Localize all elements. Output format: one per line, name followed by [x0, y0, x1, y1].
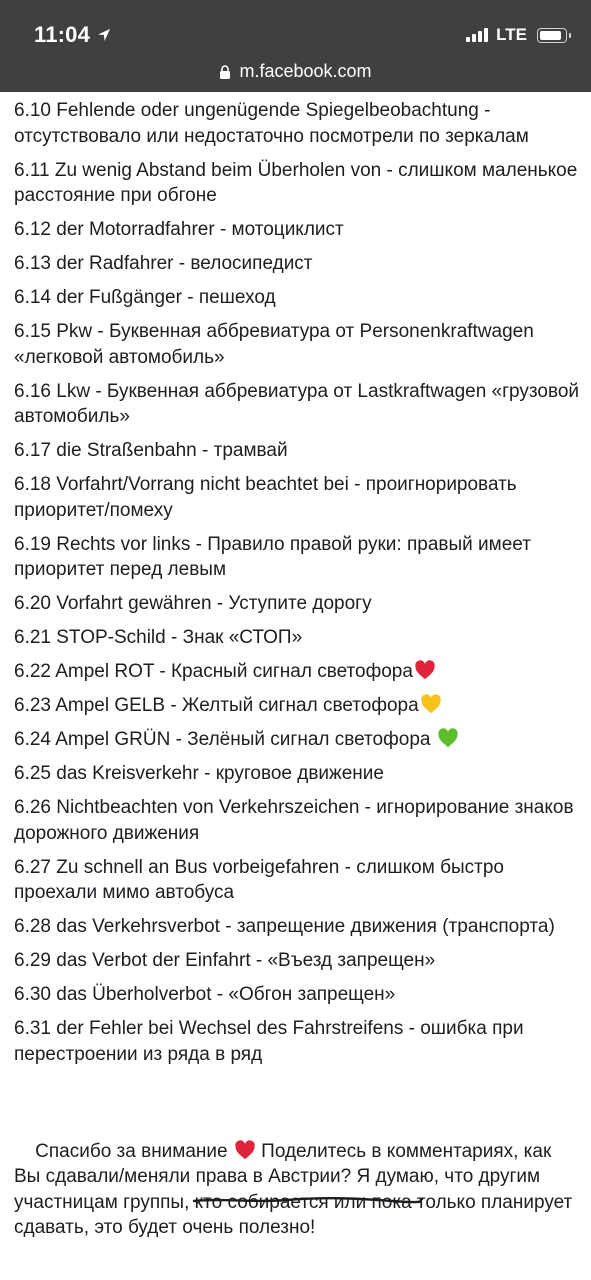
time-label: 11:04 — [34, 22, 91, 47]
list-item-text: 6.25 das Kreisverkehr - круговое движение — [14, 763, 384, 784]
list-item-text: 6.23 Ampel GELB - Желтый сигнал светофора — [14, 695, 419, 716]
list-item — [14, 532, 582, 583]
closing-text-start: Спасибо за внимание — [35, 1140, 233, 1162]
list-item — [14, 659, 582, 685]
list-item — [14, 982, 582, 1008]
list-item — [14, 472, 582, 523]
list-item — [14, 591, 582, 617]
list-item-text: 6.30 das Überholverbot - «Обгон запрещен» — [14, 984, 396, 1005]
list-item-text: 6.18 Vorfahrt/Vorrang nicht beachtet bei - проигнорировать приоритет/помеху — [14, 474, 522, 521]
network-label: LTE — [496, 25, 527, 44]
cellular-signal-icon — [466, 28, 488, 42]
battery-fill — [540, 31, 561, 40]
list-item-text: 6.29 das Verbot der Einfahrt - «Въезд запрещен» — [14, 950, 436, 971]
list-item — [14, 158, 582, 209]
green-heart-icon — [437, 728, 459, 748]
list-item — [14, 438, 582, 464]
red-heart-icon — [234, 1140, 256, 1160]
battery-icon — [537, 28, 567, 43]
list-item-text: 6.22 Ampel ROT - Красный сигнал светофора — [14, 661, 413, 682]
status-indicators — [466, 25, 567, 45]
status-time — [34, 22, 112, 48]
url-bar[interactable] — [0, 61, 591, 82]
list-item-text: 6.13 der Radfahrer - велосипедист — [14, 253, 313, 274]
list-item-text: 6.15 Pkw - Буквенная аббревиатура от Personenkraftwagen «легковой автомобиль» — [14, 321, 540, 368]
list-item-text: 6.17 die Straßenbahn - трамвай — [14, 440, 288, 461]
top-bar — [0, 0, 591, 92]
list-item — [14, 855, 582, 906]
post-content — [14, 98, 585, 1280]
list-item-text: 6.26 Nichtbeachten von Verkehrszeichen - игнорирование знаков дорожного движения — [14, 797, 579, 844]
vocabulary-list — [14, 98, 585, 1067]
closing-paragraph — [14, 1113, 582, 1280]
red-heart-icon — [414, 660, 436, 680]
list-item — [14, 693, 582, 719]
list-item — [14, 251, 582, 277]
yellow-heart-icon — [420, 694, 442, 714]
lock-icon — [219, 65, 231, 79]
list-item-text: 6.10 Fehlende oder ungenügende Spiegelbeobachtung - отсутствовало или недостаточно посмотрели по зеркалам — [14, 100, 529, 147]
url-text[interactable]: m.facebook.com — [239, 61, 372, 81]
list-item-text: 6.20 Vorfahrt gewähren - Уступите дорогу — [14, 593, 372, 614]
handwritten-scribble — [192, 1195, 424, 1205]
list-item — [14, 319, 582, 370]
list-item — [14, 948, 582, 974]
list-item — [14, 727, 582, 753]
list-item — [14, 914, 582, 940]
list-item-text: 6.31 der Fehler bei Wechsel des Fahrstreifens - ошибка при перестроении из ряда в ряд — [14, 1018, 529, 1065]
list-item-text: 6.19 Rechts vor links - Правило правой руки: правый имеет приоритет перед левым — [14, 533, 537, 580]
list-item-text: 6.14 der Fußgänger - пешеход — [14, 287, 276, 308]
location-arrow-icon — [96, 27, 112, 43]
list-item-text: 6.12 der Motorradfahrer - мотоциклист — [14, 219, 344, 240]
list-item-text: 6.11 Zu wenig Abstand beim Überholen von - слишком маленькое расстояние при обгоне — [14, 159, 583, 206]
list-item — [14, 379, 585, 430]
list-item-text: 6.28 das Verkehrsverbot - запрещение движения (транспорта) — [14, 916, 555, 937]
list-item — [14, 795, 582, 846]
list-item — [14, 285, 582, 311]
list-item-text: 6.16 Lkw - Буквенная аббревиатура от Lastkraftwagen «грузовой автомобиль» — [14, 380, 585, 427]
list-item — [14, 761, 582, 787]
list-item — [14, 625, 582, 651]
list-item-text: 6.27 Zu schnell an Bus vorbeigefahren - слишком быстро проехали мимо автобуса — [14, 856, 510, 903]
list-item — [14, 1016, 582, 1067]
closing-text-end: Поделитесь в комментариях, как Вы сдавали/меняли права в Австрии? Я думаю, что другим участницам группы, кто собирается или пока только планирует сдавать, это будет очень полезно! — [14, 1140, 578, 1238]
list-item-text: 6.21 STOP-Schild - Знак «СТОП» — [14, 627, 303, 648]
list-item — [14, 217, 582, 243]
list-item-text: 6.24 Ampel GRÜN - Зелёный сигнал светофора — [14, 729, 436, 750]
list-item — [14, 98, 582, 149]
